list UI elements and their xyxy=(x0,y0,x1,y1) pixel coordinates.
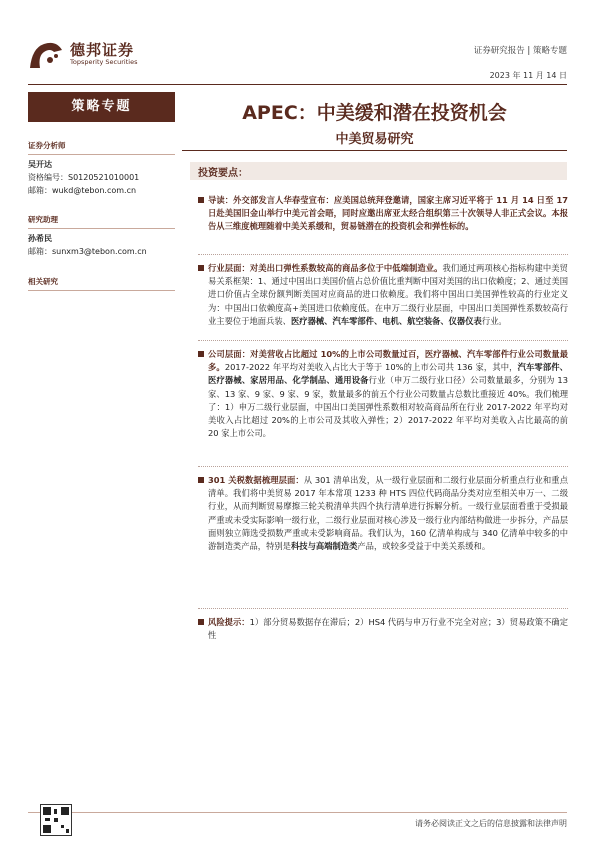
point-tariff-emphasis: 科技与高端制造类 xyxy=(290,541,358,552)
title-divider xyxy=(182,150,567,151)
point-tariff xyxy=(198,474,568,553)
analyst-cert: 资格编号：S0120521010001 xyxy=(28,173,140,182)
point-industry xyxy=(198,262,568,328)
bullet-icon xyxy=(198,265,204,271)
point-tariff-body: 从 301 清单出发，从一级行业层面和二级行业层面分析重点行业和重点清单。我们将中美贸易 2017 年本常项 1233 种 HTS 四位代码商品分类对应至相关申万一、二级行业，从而判断贸易摩擦三轮关税清单共四个执行清单进行拆解分析。一级行业层面看重于受损最严重或未受实际影响一级行业，二级行业层面对核心涉及一级行业内部结构做进一步拆分，产品层面则独立筛选受损数严重或未受影响商品。我们认为，160 亿清单构成与 340 亿清单中较多的中游制造类产品，特别是 xyxy=(208,475,568,552)
footer-disclaimer: 请务必阅读正文之后的信息披露和法律声明 xyxy=(415,819,567,828)
assistant-name: 孙希民 xyxy=(28,234,52,243)
company-logo-icon xyxy=(28,38,64,74)
bullet-icon xyxy=(198,197,204,203)
assistant-info xyxy=(28,232,147,258)
qr-code-icon xyxy=(40,804,72,836)
brand-name-en: Topsperity Securities xyxy=(70,58,138,66)
point-company-body2: 行业（申万二级行业口径）公司数量最多，分别为 13 家、13 家、9 家、9 家、9 家，数量最多的前五个行业公司数量占总数比重接近 40%。我们梳理了：1）申万二级行业层面，中国出口美国弹性系数相对较高商品所在行业 2017-2022 年平均对美收入占比超过 20%的上市公司及其收入弹性；2）2017-2022 年平均对美收入占比最高的前 20 家上市公司。 xyxy=(208,375,568,439)
header-divider xyxy=(28,84,567,85)
related-research-label: 相关研究 xyxy=(28,276,175,291)
point-company-emphasis: 汽车零部件、医疗器械、家居用品、化学制品、通用设备 xyxy=(208,362,568,386)
point-company-lead: 公司层面：对美营收占比超过 10%的上市公司数量过百，医疗器械、汽车零部件行业公司数量最多。 xyxy=(208,349,568,373)
section-divider xyxy=(198,340,568,341)
point-intro xyxy=(198,194,568,234)
page-title: APEC：中美缓和潜在投资机会 xyxy=(242,102,507,124)
point-industry-body: 我们通过两项核心指标构建中美贸易关系框架：1、通过中国出口美国价值占总价值比重判断中国对美国的出口依赖度；2、通过美国进口价值占全球份额判断美国对应商品的进口依赖度。我们将中国出口美国弹性较高的行业定义为：中国出口依赖度高+美国进口依赖度低。在申万二级行业层面，中国出口美国弹性系数较高行业主要位于地面兵装、 xyxy=(208,263,568,326)
analyst-name: 吴开达 xyxy=(28,160,52,169)
point-tariff-lead: 301 关税数据梳理层面： xyxy=(208,475,304,485)
report-category-banner: 策略专题 xyxy=(28,92,175,122)
point-company-body: 2017-2022 年平均对美收入占比大于等于 10%的上市公司共 136 家，其中， xyxy=(224,362,518,373)
key-points-label: 投资要点： xyxy=(198,168,248,179)
analyst-info xyxy=(28,158,139,197)
risk-body: 1）部分贸易数据存在滞后；2）HS4 代码与申万行业不完全对应；3）贸易政策不确定性 xyxy=(208,617,568,641)
page-subtitle: 中美贸易研究 xyxy=(335,132,414,147)
point-industry-lead: 行业层面：对美出口弹性系数较高的商品多位于中低端制造业。 xyxy=(208,263,443,273)
assistant-email[interactable]: 邮箱：sunxm3@tebon.com.cn xyxy=(28,247,147,256)
point-company xyxy=(198,348,568,440)
point-industry-tail: 行业。 xyxy=(481,315,507,326)
section-divider xyxy=(198,608,568,609)
risk-lead: 风险提示： xyxy=(208,617,250,627)
point-industry-emphasis: 医疗器械、汽车零部件、电机、航空装备、仪器仪表 xyxy=(290,315,482,326)
risk-warning xyxy=(198,616,568,642)
bullet-icon xyxy=(198,619,204,625)
bullet-icon xyxy=(198,477,204,483)
analyst-section-label: 证券分析师 xyxy=(28,140,175,155)
point-intro-body: 应美国总统拜登邀请，国家主席习近平将于 11 月 14 日至 17 日赴美国旧金山举行中美元首会晤，同时应邀出席亚太经合组织第三十次领导人非正式会议。本报告从三维度梳理随着中美关系缓和，贸易链潜在的投资机会和弹性标的。 xyxy=(208,195,568,232)
point-tariff-tail: 产品，或较多受益于中美关系缓和。 xyxy=(357,541,491,552)
report-date: 2023 年 11 月 14 日 xyxy=(489,71,567,80)
section-divider xyxy=(198,466,568,467)
report-type: 证券研究报告 | 策略专题 xyxy=(473,46,567,56)
analyst-email[interactable]: 邮箱：wukd@tebon.com.cn xyxy=(28,186,137,195)
assistant-section-label: 研究助理 xyxy=(28,214,175,229)
brand-name-cn: 德邦证券 xyxy=(70,41,135,59)
section-divider xyxy=(198,254,568,255)
footer-divider xyxy=(28,812,567,813)
point-intro-lead: 导读：外交部发言人华春莹宣布： xyxy=(208,195,334,205)
bullet-icon xyxy=(198,351,204,357)
